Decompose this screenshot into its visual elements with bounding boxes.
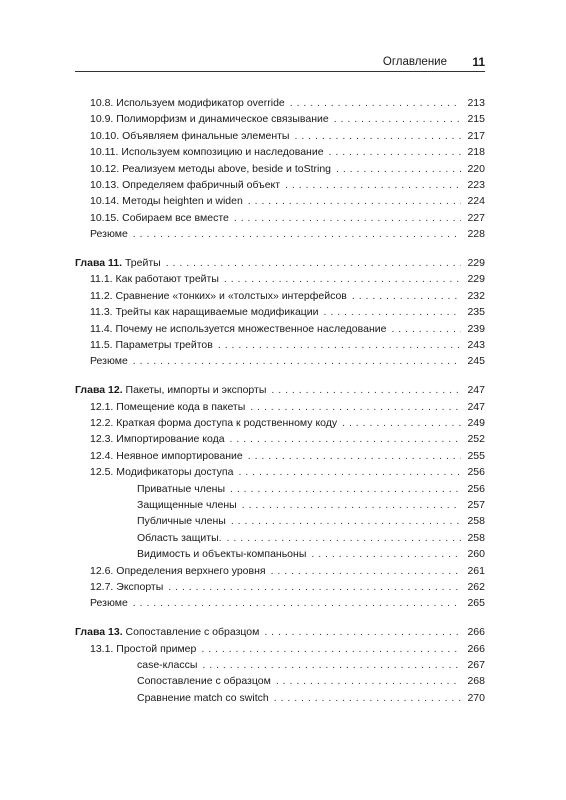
toc-entry-label (137, 657, 197, 673)
toc-entry-number: 10.12. (90, 162, 120, 175)
toc-entry-page: 267 (467, 659, 485, 671)
toc-entry-page: 258 (467, 515, 485, 528)
dot-leader (231, 513, 461, 529)
toc-entry-number: 10.8. (90, 97, 114, 109)
toc-entry-label (90, 399, 245, 415)
toc-entry[interactable] (75, 128, 485, 144)
toc-entry[interactable] (75, 177, 485, 193)
toc-entry-title: Краткая форма доступа к родственному коду (116, 417, 338, 430)
toc-entry-number: 10.10. (90, 129, 120, 142)
toc-entry-page: 260 (467, 548, 485, 561)
toc-entry-title: Модификаторы доступа (116, 466, 234, 479)
toc-entry-page: 266 (467, 642, 485, 655)
toc-entry-label (90, 415, 337, 431)
toc-entry-page: 228 (467, 228, 485, 241)
toc-entry-page: 235 (467, 306, 485, 319)
toc-entry-number: 12.2. (90, 417, 114, 430)
toc-entry-title: Защищенные члены (137, 498, 237, 511)
toc-entry-title: Используем модификатор override (116, 97, 285, 109)
dot-leader (342, 415, 461, 431)
toc-entry-title: Простой пример (116, 642, 197, 655)
toc-entry[interactable] (75, 641, 485, 657)
toc-entry-page: 218 (467, 146, 485, 159)
toc-entry-page: 227 (467, 211, 485, 224)
toc-entry-label (75, 624, 259, 640)
dot-leader (285, 177, 461, 193)
toc-entry-label (90, 111, 329, 127)
dot-leader (242, 497, 461, 513)
running-header (75, 54, 485, 70)
toc-entry-label (90, 641, 196, 657)
toc-entry[interactable] (75, 481, 485, 497)
toc-entry-number: 13.1. (90, 642, 114, 655)
toc-entry-label (90, 464, 233, 480)
toc-entry-number: 11.5. (90, 338, 113, 351)
toc-entry-label (137, 530, 222, 546)
toc-entry-label (137, 690, 269, 706)
toc-entry[interactable] (75, 464, 485, 480)
toc-spacer (75, 370, 485, 383)
toc-entry-number: Глава 11. (75, 257, 123, 270)
dot-leader (311, 546, 461, 562)
toc-entry-title: Определения верхнего уровня (116, 564, 266, 577)
toc-entry[interactable] (75, 304, 485, 320)
dot-leader (238, 464, 461, 480)
dot-leader (271, 563, 461, 579)
toc-entry-title: case-классы (137, 659, 198, 671)
toc-entry-page: 256 (467, 482, 485, 495)
toc-entry[interactable] (75, 337, 485, 353)
toc-entry[interactable] (75, 673, 485, 689)
toc-entry[interactable] (75, 513, 485, 529)
toc-entry-page: 247 (467, 384, 485, 397)
toc-chapter-entry[interactable] (75, 624, 485, 640)
toc-entry-title: Помещение кода в пакеты (116, 400, 246, 413)
toc-entry-page: 257 (467, 498, 485, 511)
dot-leader (290, 95, 461, 111)
dot-leader (168, 579, 461, 595)
toc-entry-label (90, 271, 219, 287)
dot-leader (227, 530, 461, 546)
dot-leader (133, 353, 461, 369)
toc-entry-page: 220 (467, 162, 485, 175)
toc-entry-label (90, 95, 285, 111)
toc-entry[interactable] (75, 193, 485, 209)
toc-entry-label (90, 579, 163, 595)
toc-entry[interactable] (75, 579, 485, 595)
toc-entry-label (90, 448, 243, 464)
toc-entry-label (90, 161, 331, 177)
toc-entry-title: Определяем фабричный объект (122, 178, 281, 191)
toc-entry[interactable] (75, 95, 485, 111)
dot-leader (248, 193, 461, 209)
toc-entry-title: Резюме (90, 355, 128, 368)
toc-entry-label (137, 673, 271, 689)
toc-entry-title: Публичные члены (137, 515, 226, 528)
toc-entry[interactable] (75, 210, 485, 226)
toc-entry[interactable] (75, 353, 485, 369)
dot-leader (336, 161, 461, 177)
toc-entry-number: 11.2. (90, 289, 113, 302)
toc-entry-page: 262 (467, 580, 485, 593)
toc-entry-label (90, 304, 319, 320)
toc-entry-title: Сравнение «тонких» и «толстых» интерфейсов (115, 289, 347, 302)
toc-entry-label (90, 128, 289, 144)
toc-entry[interactable] (75, 288, 485, 304)
toc-entry-title: Сопоставление с образцом (125, 626, 260, 639)
toc-entry-page: 265 (467, 597, 485, 610)
toc-entry-page: 249 (467, 417, 485, 430)
dot-leader (230, 481, 461, 497)
toc-entry-page: 239 (467, 322, 485, 335)
toc-entry-number: 12.6. (90, 564, 114, 577)
toc-entry[interactable] (75, 399, 485, 415)
toc-entry-number: 12.7. (90, 580, 114, 593)
toc-entry-title: Трейты (124, 257, 161, 270)
toc-entry-page: 252 (467, 433, 485, 446)
dot-leader (352, 288, 461, 304)
toc-entry-page: 258 (467, 531, 485, 544)
toc-entry-page: 270 (467, 691, 485, 704)
header-section-title: Оглавление (382, 56, 447, 68)
toc-entry-page: 261 (467, 564, 485, 577)
toc-entry-title: Методы heighten и widen (122, 195, 243, 208)
toc-entry-label (137, 481, 225, 497)
toc-entry-title: Резюме (90, 228, 128, 241)
toc-entry-page: 229 (467, 273, 485, 286)
toc-entry-label (90, 226, 128, 242)
toc-entry[interactable] (75, 144, 485, 160)
toc-entry-page: 256 (467, 466, 485, 479)
dot-leader (391, 321, 461, 337)
toc-entry-page: 245 (467, 355, 485, 368)
toc-spacer (75, 612, 485, 625)
dot-leader (294, 128, 461, 144)
toc-entry-title: Приватные члены (137, 482, 226, 495)
toc-entry-title: Объявляем финальные элементы (122, 129, 290, 142)
dot-leader (334, 111, 461, 127)
toc-entry-number: 12.4. (90, 449, 114, 462)
toc-entry[interactable] (75, 431, 485, 447)
toc-entry-title: Параметры трейтов (115, 338, 213, 351)
toc-entry-label (90, 337, 213, 353)
dot-leader (264, 624, 461, 640)
toc-entry-page: 224 (467, 195, 485, 208)
toc-entry[interactable] (75, 321, 485, 337)
dot-leader (329, 144, 461, 160)
toc-chapter-entry[interactable] (75, 255, 485, 271)
toc-entry-title: Реализуем методы above, beside и toString (122, 162, 332, 175)
toc-entry[interactable] (75, 690, 485, 706)
header-page-number: 11 (472, 55, 485, 69)
toc-entry-page: 217 (467, 129, 485, 142)
toc-entry[interactable] (75, 271, 485, 287)
toc-entry-label (90, 210, 229, 226)
toc-entry-page: 229 (467, 257, 485, 270)
dot-leader (271, 382, 461, 398)
toc-entry-number: 11.1. (90, 273, 113, 286)
dot-leader (230, 431, 461, 447)
toc-entry[interactable] (75, 563, 485, 579)
dot-leader (202, 657, 461, 673)
toc-entry-number: 10.14. (90, 195, 120, 208)
toc-entry[interactable] (75, 448, 485, 464)
dot-leader (274, 690, 461, 706)
toc-entry-page: 215 (467, 113, 485, 126)
dot-leader (133, 226, 461, 242)
dot-leader (234, 210, 461, 226)
toc-entry-page: 232 (467, 289, 485, 302)
toc-entry-number: 12.3. (90, 433, 114, 446)
toc-entry-number: 10.9. (90, 113, 114, 126)
toc-entry-title: Трейты как наращиваемые модификации (115, 306, 319, 319)
toc-entry-title: Пакеты, импорты и экспорты (125, 384, 267, 397)
toc-entry-title: Резюме (90, 597, 128, 610)
toc-entry[interactable] (75, 497, 485, 513)
toc-entry-label (137, 546, 306, 562)
dot-leader (324, 304, 461, 320)
toc-entry-page: 223 (467, 178, 485, 191)
toc-entry-title: Область защиты. (137, 531, 222, 544)
toc-entry-number: 10.13. (90, 178, 120, 191)
toc-entry-title: Сравнение match со switch (137, 691, 269, 704)
toc-entry-number: 11.4. (90, 322, 113, 335)
toc-entry-label (137, 513, 226, 529)
toc-entry-page: 266 (467, 626, 485, 639)
dot-leader (248, 448, 461, 464)
toc-entry-number: 12.5. (90, 466, 114, 479)
toc-entry-number: 11.3. (90, 306, 113, 319)
toc-entry[interactable] (75, 161, 485, 177)
toc-entry[interactable] (75, 595, 485, 611)
toc-entry[interactable] (75, 226, 485, 242)
dot-leader (224, 271, 461, 287)
toc-entry[interactable] (75, 415, 485, 431)
dot-leader (276, 673, 461, 689)
toc-entry-label (90, 177, 280, 193)
toc-entry[interactable] (75, 530, 485, 546)
toc-entry-number: Глава 13. (75, 626, 123, 639)
toc-entry-label (137, 497, 237, 513)
toc-entry-label (90, 321, 386, 337)
table-of-contents (75, 95, 485, 706)
dot-leader (201, 641, 461, 657)
toc-entry-label (90, 563, 266, 579)
toc-entry-label (90, 193, 243, 209)
toc-entry-label (90, 288, 347, 304)
toc-entry-page: 213 (467, 97, 485, 109)
toc-entry-title: Собираем все вместе (122, 211, 229, 224)
toc-entry-label (90, 431, 225, 447)
toc-entry-title: Используем композицию и наследование (121, 146, 324, 159)
toc-entry-title: Видимость и объекты-компаньоны (137, 548, 307, 561)
dot-leader (218, 337, 461, 353)
toc-entry-number: 10.15. (90, 211, 120, 224)
toc-entry-title: Как работают трейты (115, 273, 219, 286)
dot-leader (250, 399, 461, 415)
toc-entry-page: 268 (467, 675, 485, 688)
toc-entry-page: 255 (467, 449, 485, 462)
toc-entry-label (75, 382, 266, 398)
toc-entry-label (90, 595, 128, 611)
toc-entry-number: Глава 12. (75, 384, 123, 397)
toc-entry-title: Экспорты (116, 580, 164, 593)
toc-entry-label (75, 255, 161, 271)
toc-entry-page: 247 (467, 400, 485, 413)
toc-entry-label (90, 144, 324, 160)
toc-spacer (75, 243, 485, 256)
toc-entry[interactable] (75, 111, 485, 127)
toc-entry-title: Почему не используется множественное наследование (115, 322, 387, 335)
dot-leader (133, 595, 461, 611)
toc-entry-number: 10.11. (90, 146, 119, 159)
toc-entry[interactable] (75, 657, 485, 673)
toc-entry-page: 243 (467, 338, 485, 351)
dot-leader (166, 255, 461, 271)
toc-entry[interactable] (75, 546, 485, 562)
toc-entry-title: Неявное импортирование (116, 449, 243, 462)
toc-entry-label (90, 353, 128, 369)
toc-entry-title: Импортирование кода (116, 433, 225, 446)
toc-chapter-entry[interactable] (75, 382, 485, 398)
toc-entry-title: Сопоставление с образцом (137, 675, 271, 688)
header-rule (75, 71, 485, 72)
toc-entry-title: Полиморфизм и динамическое связывание (116, 113, 329, 126)
toc-entry-number: 12.1. (90, 400, 114, 413)
